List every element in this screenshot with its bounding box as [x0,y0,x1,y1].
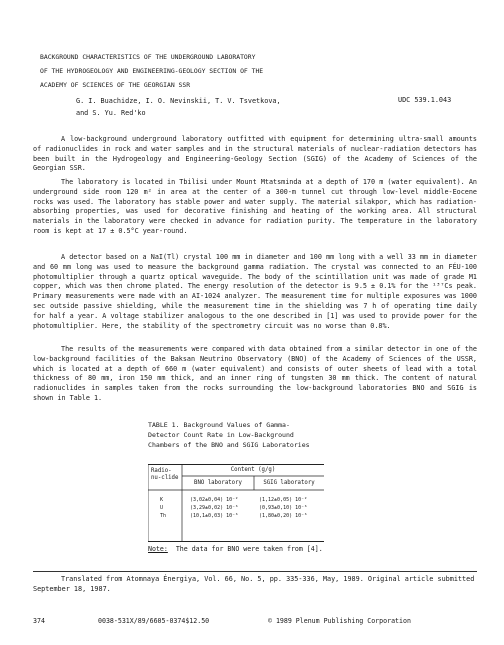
header-radionuclide: Radio-nu-clide [151,468,179,481]
cell-bno: (3,29±0,02) 10⁻⁶ [190,505,239,511]
paragraph-detector: A detector based on a NaI(Tl) crystal 100 mm in diameter and 100 mm long with a well 33 mm in diameter and 60 mm long was used to measure the background gamma radiation. The crystal was connected to an FÉU-100 photomultiplier through a quartz optical waveguide. The body of the scintillation unit was made of grade M1 copper, which was then chrome plated. The energy resolution of the detector is 9.5 ± 0.1% for the ¹³⁷Cs peak. Primary measurements were made with an AI-1024 analyzer. The measurement time for multiple exposures was 1000 sec outside passive shielding, while the measurement time in the shielding was 7 h of operating time daily for half a year. A voltage stabilizer analogous to the one described in [1] was used to provide power for the photomultiplier. Here, the stability of the spectrometry circuit was no worse than 0.8%. [33,253,477,330]
publication-code: 0038-531X/89/6605-0374$12.50 [98,617,210,625]
header-content: Content (g/g) [230,467,276,473]
header-bno: BNO laboratory [194,480,242,486]
paragraph-location: The laboratory is located in Tbilisi under Mount Mtatsminda at a depth of 170 m (water equivalent). An underground side room 120 m² in area at the center of a 300-m tunnel cut through low-level middle-Eocene rocks was used. The laboratory has stable power and water supply. The material silakpor, which has radiation-absorbing properties, was used for decorative finishing and heating of the working area. All structural materials in the laboratory were checked in advance for radiation purity. The temperature in the laboratory room is kept at 17 ± 0.5°C year-round. [33,178,477,235]
page-number: 374 [33,617,45,625]
paragraph-intro: A low-background underground laboratory outfitted with equipment for determining ultra-small amounts of radionuclides in rock and water samples and in the structural materials of nuclear-radiation detectors has been built in the Hydrogeology and Engineering-Geology Section (SGIG) of the Academy of Sciences of the Georgian SSR. [33,135,477,173]
cell-sgig: (1,80±0,20) 10⁻⁶ [259,513,308,519]
note-label: Note: [148,545,168,553]
article-title [40,50,480,93]
table-caption: TABLE 1. Background Values of Gamma-Detector Count Rate in Low-Background Chambers of the BNO and SGIG Laboratories [148,421,310,449]
footer-divider [33,571,477,572]
cell-sgig: (0,93±0,10) 10⁻⁶ [259,505,308,511]
udc-code: UDC 539.1.043 [398,96,452,104]
cell-nuclide: Th [160,513,167,519]
cell-bno: (3,02±0,04) 10⁻² [190,497,239,503]
copyright-line: © 1989 Plenum Publishing Corporation [268,617,411,625]
paragraph-results: The results of the measurements were compared with data obtained from a similar detector in one of the low-background facilities of the Baksan Neutrino Observatory (BNO) of the Academy of Sciences of the USSR, which is located at a depth of 660 m (water equivalent) and consists of outer sheets of lead with a total thickness of 80 mm, iron 150 mm thick, and an inner ring of tungsten 30 mm thick. The content of natural radionuclides in samples taken from the rocks surrounding the low-background laboratories BNO and SGIG is shown in Table 1. [33,345,477,402]
title-line-3: ACADEMY OF SCIENCES OF THE GEORGIAN SSR [40,81,191,90]
table-note [148,545,328,555]
author-list [76,96,426,120]
cell-nuclide: K [160,497,164,503]
title-line-1: BACKGROUND CHARACTERISTICS OF THE UNDERGROUND LABORATORY [40,53,256,61]
title-line-2: OF THE HYDROGEOLOGY AND ENGINEERING-GEOLOGY SECTION OF THE [40,67,264,76]
translation-note: Translated from Atomnaya Énergiya, Vol. 66, No. 5, pp. 335-336, May, 1989. Original article submitted September 18, 1987. [33,575,475,593]
note-text: The data for BNO were taken from [4]. [175,545,323,553]
authors-line-2: and S. Yu. Red'ko [76,108,146,117]
cell-nuclide: U [160,505,164,511]
cell-sgig: (1,12±0,05) 10⁻² [259,497,308,503]
header-sgig: SGIG laboratory [263,480,315,486]
authors-line-1: G. I. Buachidze, I. O. Nevinskii, T. V. Tsvetkova, [76,97,281,105]
cell-bno: (10,1±0,03) 10⁻⁶ [190,513,239,519]
